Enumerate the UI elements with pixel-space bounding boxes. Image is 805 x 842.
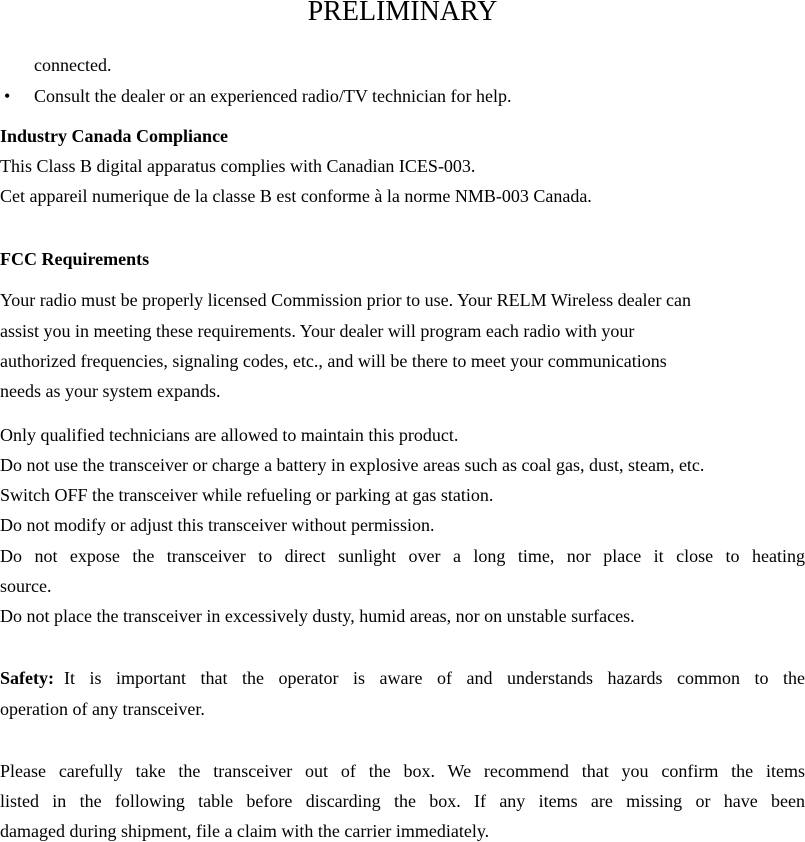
rule-line: Switch OFF the transceiver while refueling or parking at gas station. [0, 485, 494, 505]
rule-line: source. [0, 576, 52, 596]
rule-line: Do not expose the transceiver to direct sunlight over a long time, nor place it close to heating [0, 546, 805, 566]
fcc-paragraph-line: assist you in meeting these requirements. Your dealer will program each radio with your [0, 321, 635, 341]
unpacking-line: Please carefully take the transceiver out of the box. We recommend that you confirm the items [0, 761, 805, 781]
rule-line: Do not use the transceiver or charge a battery in explosive areas such as coal gas, dust, steam, etc. [0, 455, 705, 475]
page-title: PRELIMINARY [307, 0, 498, 27]
rule-line: Do not place the transceiver in excessively dusty, humid areas, nor on unstable surfaces. [0, 606, 635, 626]
rule-line: Only qualified technicians are allowed to maintain this product. [0, 425, 459, 445]
industry-canada-english: This Class B digital apparatus complies with Canadian ICES-003. [0, 156, 476, 176]
safety-line [0, 667, 805, 689]
industry-canada-french: Cet appareil numerique de la classe B est conforme à la norme NMB-003 Canada. [0, 186, 592, 206]
section-heading-fcc: FCC Requirements [0, 249, 150, 269]
fcc-paragraph-line: Your radio must be properly licensed Commission prior to use. Your RELM Wireless dealer can [0, 290, 692, 310]
unpacking-line: damaged during shipment, file a claim with the carrier immediately. [0, 821, 490, 841]
section-heading-industry-canada: Industry Canada Compliance [0, 126, 229, 146]
unpacking-line: listed in the following table before discarding the box. If any items are missing or have been [0, 791, 805, 811]
fcc-paragraph-line: needs as your system expands. [0, 381, 221, 401]
safety-line-continued: operation of any transceiver. [0, 699, 205, 719]
continuation-text: connected. [34, 55, 112, 75]
safety-label: Safety: [0, 668, 54, 688]
list-item-text: Consult the dealer or an experienced radio/TV technician for help. [34, 86, 512, 106]
rule-line: Do not modify or adjust this transceiver without permission. [0, 515, 435, 535]
fcc-paragraph-line: authorized frequencies, signaling codes, etc., and will be there to meet your communications [0, 351, 667, 371]
bullet-icon: • [4, 86, 11, 106]
safety-text: It is important that the operator is aware of and understands hazards common to the [63, 668, 805, 688]
